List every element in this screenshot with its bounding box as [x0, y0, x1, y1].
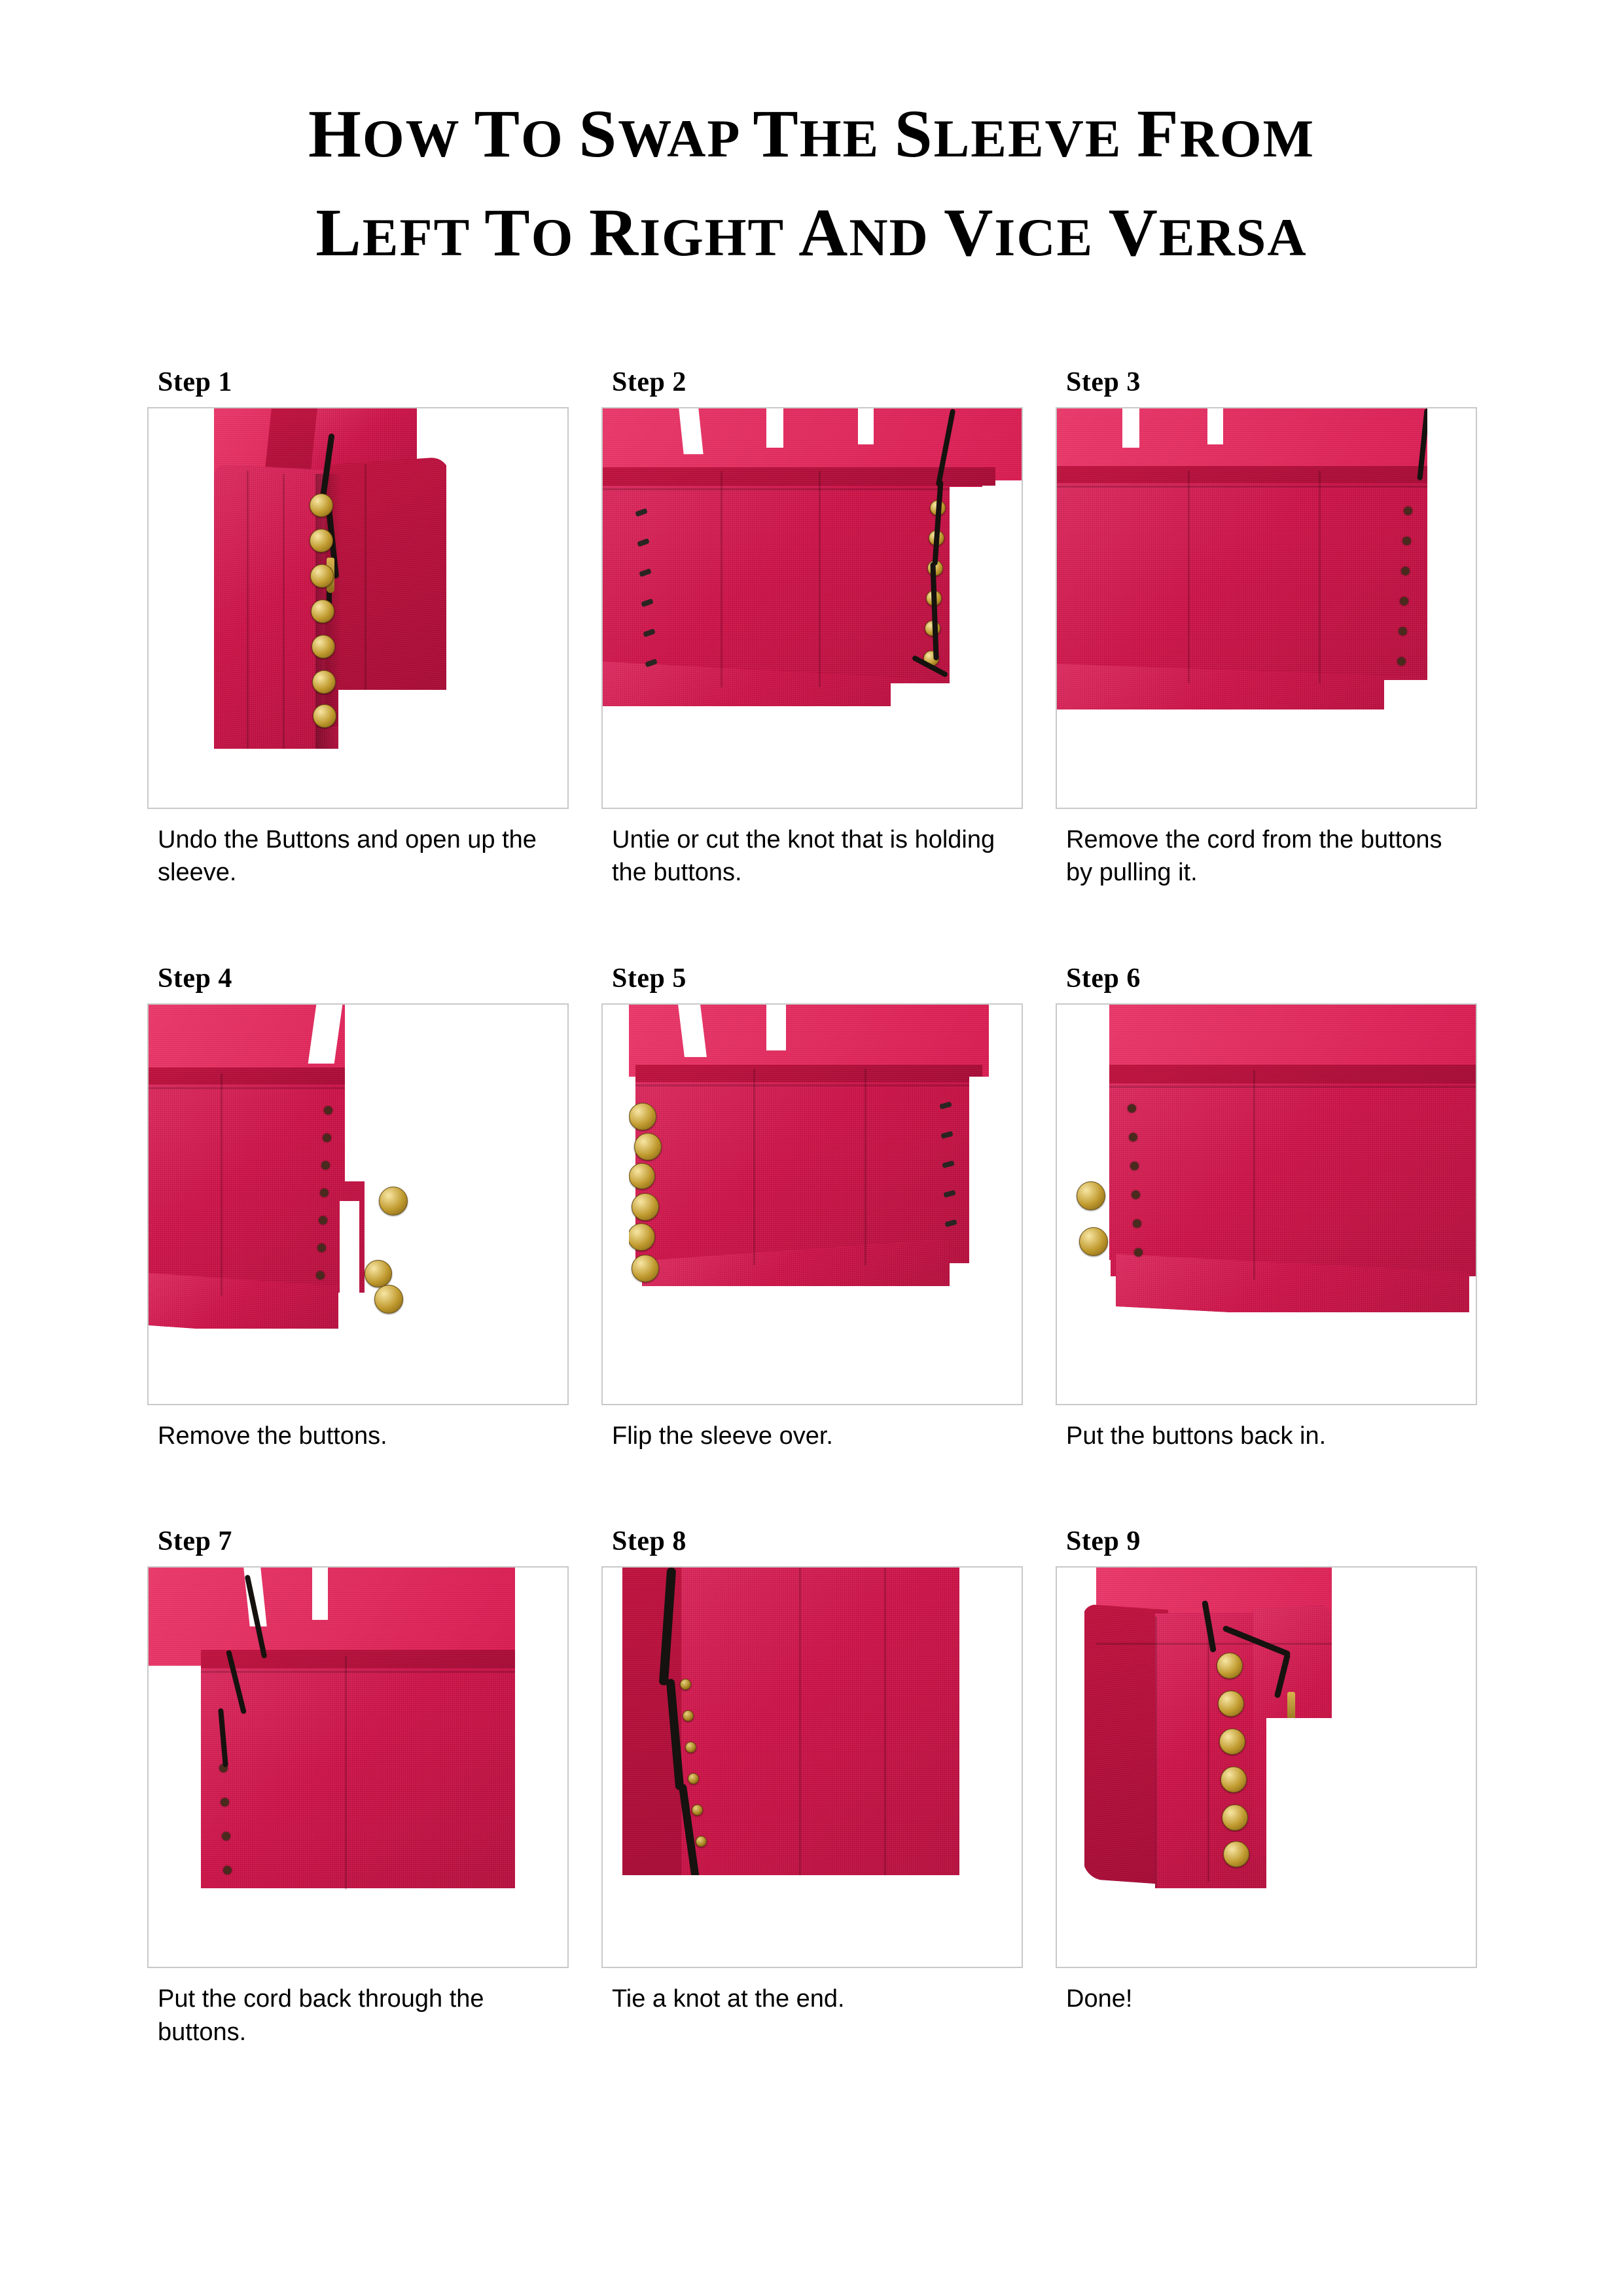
page-title — [0, 0, 1623, 283]
step-photo-8 — [601, 1566, 1023, 1968]
step-cell-2 — [601, 367, 1023, 889]
step-caption-9: Done! — [1066, 1985, 1133, 2013]
step-caption-7: Put the cord back through the buttons. — [158, 1985, 484, 2046]
step-photo-5 — [601, 1003, 1023, 1405]
steps-row-2 — [147, 963, 1476, 1453]
step-label-4: Step 4 — [158, 963, 232, 994]
step-cell-4 — [147, 963, 569, 1453]
step-caption-1: Undo the Buttons and open up the sleeve. — [158, 825, 537, 887]
step-label-8: Step 8 — [612, 1526, 687, 1557]
step-photo-4 — [147, 1003, 569, 1405]
title-text-1: HOW TO SWAP THE SLEEVE FROM — [308, 96, 1315, 171]
step-photo-2 — [601, 407, 1023, 809]
step-caption-4: Remove the buttons. — [158, 1422, 387, 1450]
step-photo-6 — [1056, 1003, 1477, 1405]
step-label-3: Step 3 — [1066, 367, 1141, 397]
step-cell-1 — [147, 367, 569, 889]
step-caption-6: Put the buttons back in. — [1066, 1422, 1327, 1450]
step-cell-7 — [147, 1526, 569, 2049]
step-cell-8 — [601, 1526, 1023, 2049]
step-caption-2: Untie or cut the knot that is holding the buttons. — [612, 825, 995, 887]
step-caption-5: Flip the sleeve over. — [612, 1422, 833, 1450]
step-cell-3 — [1056, 367, 1477, 889]
step-label-5: Step 5 — [612, 963, 687, 994]
step-cell-9 — [1056, 1526, 1477, 2049]
step-label-9: Step 9 — [1066, 1526, 1141, 1557]
title-line-2 — [0, 184, 1623, 283]
step-photo-9 — [1056, 1566, 1477, 1968]
title-line-1 — [0, 85, 1623, 184]
step-photo-3 — [1056, 407, 1477, 809]
step-cell-6 — [1056, 963, 1477, 1453]
step-label-1: Step 1 — [158, 367, 232, 397]
title-text-2: LEFT TO RIGHT AND VICE VERSA — [315, 194, 1308, 270]
step-cell-5 — [601, 963, 1023, 1453]
step-caption-3: Remove the cord from the buttons by pulling it. — [1066, 825, 1442, 887]
step-label-6: Step 6 — [1066, 963, 1141, 994]
step-label-2: Step 2 — [612, 367, 687, 397]
steps-row-3 — [147, 1526, 1476, 2049]
steps-grid — [0, 367, 1623, 2049]
step-caption-8: Tie a knot at the end. — [612, 1985, 845, 2013]
step-photo-1 — [147, 407, 569, 809]
step-photo-7 — [147, 1566, 569, 1968]
steps-row-1 — [147, 367, 1476, 889]
step-label-7: Step 7 — [158, 1526, 232, 1557]
